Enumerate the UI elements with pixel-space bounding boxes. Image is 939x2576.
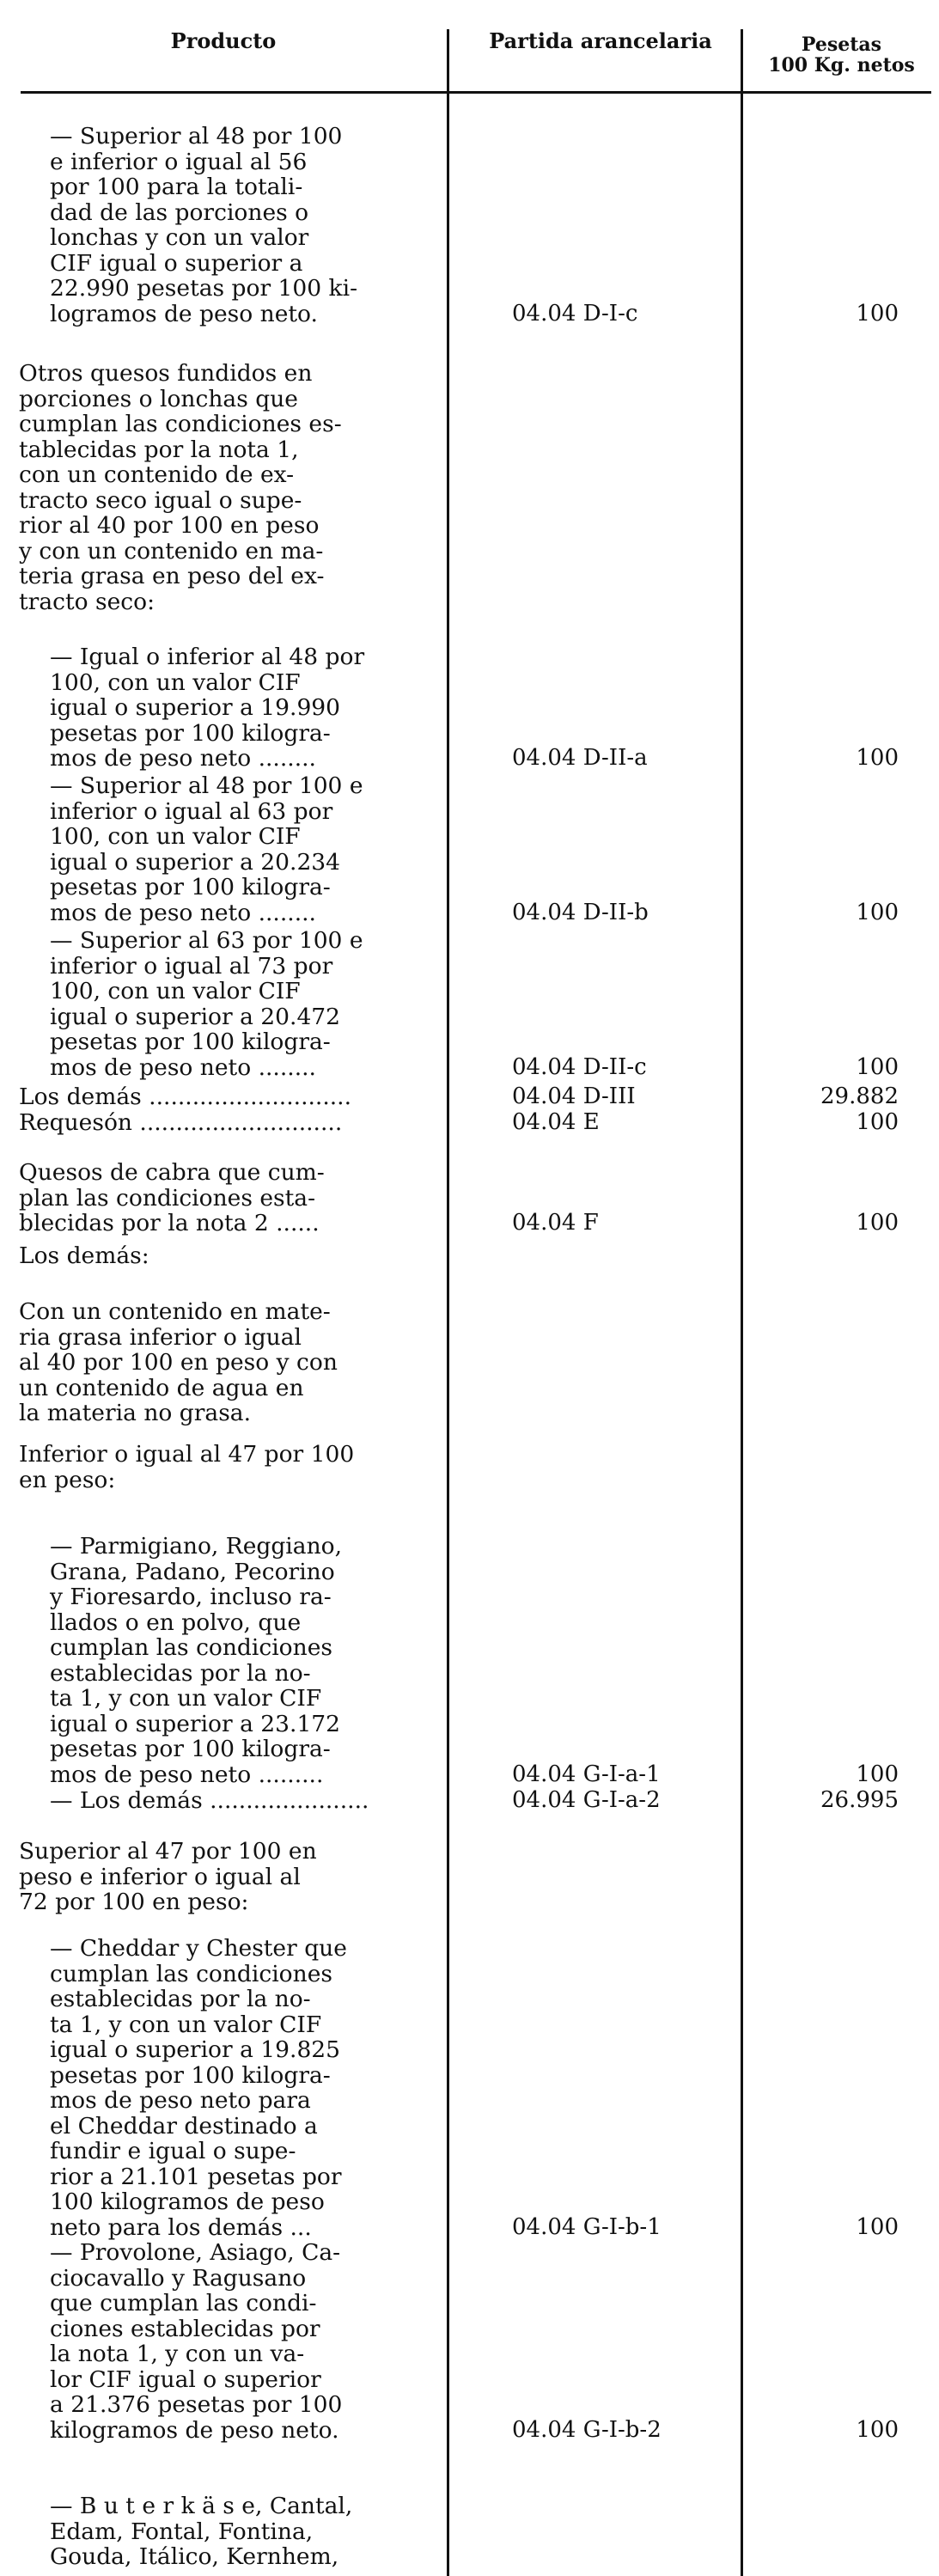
description-line: igual o superior a 20.234 [50, 848, 341, 876]
tariff-code: 04.04 D-I-c [512, 300, 638, 327]
description-line: Superior al 47 por 100 en [19, 1838, 317, 1865]
description-line: la materia no grasa. [19, 1400, 252, 1426]
description-line: pesetas por 100 kilogra- [50, 874, 331, 900]
description-line: — Superior al 48 por 100 [50, 123, 343, 150]
description-line: teria grasa en peso del ex- [19, 563, 325, 589]
description-line: — Los demás ...................... [50, 1787, 369, 1814]
description-line: Inferior o igual al 47 por 100 [19, 1441, 355, 1468]
rate-value: 100 [856, 2213, 899, 2240]
description-line: Gouda, Itálico, Kernhem, [50, 2543, 339, 2570]
tariff-code: 04.04 D-II-c [512, 1053, 647, 1080]
description-line: establecidas por la no- [50, 1986, 311, 2012]
description-line: plan las condiciones esta- [19, 1184, 316, 1212]
description-line: Los demás ............................ [19, 1084, 352, 1110]
row-description [50, 773, 431, 925]
row-description [19, 1299, 431, 1426]
rate-value: 100 [856, 1053, 899, 1080]
description-line: mos de peso neto ........ [50, 745, 316, 772]
header-pesetas [744, 34, 939, 76]
description-line: peso e inferior o igual al [19, 1863, 301, 1890]
description-line: y Fioresardo, incluso ra- [50, 1584, 332, 1610]
description-line: ta 1, y con un valor CIF [50, 2011, 322, 2038]
description-line: mos de peso neto ........ [50, 899, 316, 926]
description-line: igual o superior a 20.472 [50, 1003, 341, 1030]
description-line: Quesos de cabra que cum- [19, 1159, 325, 1186]
row-description [50, 124, 431, 327]
column-divider-1 [447, 29, 449, 2576]
description-line: — Cheddar y Chester que [50, 1935, 347, 1962]
description-line: llados o en polvo, que [50, 1608, 302, 1636]
description-line: un contenido de agua en [19, 1374, 304, 1401]
description-line: inferior o igual al 73 por [50, 952, 333, 980]
description-line: cumplan las condiciones es- [19, 411, 342, 437]
description-line: pesetas por 100 kilogra- [50, 719, 331, 747]
header-pesetas-line1: Pesetas [801, 34, 882, 56]
description-line: — Superior al 48 por 100 e [50, 772, 363, 799]
description-line: igual o superior a 23.172 [50, 1710, 341, 1737]
description-line: 100, con un valor CIF [50, 668, 301, 696]
description-line: fundir e igual o supe- [50, 2138, 296, 2164]
row-description [50, 2240, 431, 2443]
description-line: — Igual o inferior al 48 por [50, 644, 365, 670]
row-description [19, 1243, 431, 1269]
description-line: dad de las porciones o [50, 198, 309, 226]
description-line: blecidas por la nota 2 ...... [19, 1210, 320, 1236]
description-line: pesetas por 100 kilogra- [50, 1029, 331, 1055]
row-description [50, 1936, 431, 2240]
description-line: cumplan las condiciones [50, 1960, 332, 1987]
description-line: ta 1, y con un valor CIF [50, 1685, 322, 1712]
description-line: pesetas por 100 kilogra- [50, 1736, 331, 1762]
description-line: el Cheddar destinado a [50, 2112, 318, 2140]
description-line: rior al 40 por 100 en peso [19, 512, 320, 539]
description-line: lonchas y con un valor [50, 224, 309, 251]
description-line: mos de peso neto ......... [50, 1761, 324, 1788]
rate-value: 100 [856, 1210, 899, 1236]
row-description [50, 644, 431, 772]
tariff-code: 04.04 E [512, 1109, 600, 1135]
tariff-code: 04.04 G-I-a-1 [512, 1761, 661, 1787]
description-line: CIF igual o superior a [50, 249, 303, 277]
description-line: mos de peso neto para [50, 2087, 311, 2114]
description-line: rior a 21.101 pesetas por [50, 2163, 342, 2190]
description-line: al 40 por 100 en peso y con [19, 1349, 338, 1376]
description-line: — Parmigiano, Reggiano, [50, 1533, 343, 1560]
row-description [19, 1084, 431, 1110]
row-description [50, 1788, 431, 1814]
description-line: Grana, Padano, Pecorino [50, 1558, 335, 1585]
description-line: establecidas por la no- [50, 1659, 311, 1687]
rate-value: 100 [856, 1761, 899, 1787]
rate-value: 100 [856, 300, 899, 327]
rate-value: 26.995 [820, 1787, 899, 1813]
header-producto: Producto [170, 28, 277, 53]
description-line: e inferior o igual al 56 [50, 148, 308, 175]
rate-value: 100 [856, 2416, 899, 2443]
row-description [19, 1160, 431, 1236]
rate-value: 29.882 [820, 1084, 899, 1109]
row-description [19, 361, 431, 614]
tariff-code: 04.04 G-I-b-1 [512, 2213, 662, 2240]
rate-value: 100 [856, 899, 899, 925]
rate-value: 100 [856, 745, 899, 771]
description-line: 100 kilogramos de peso [50, 2188, 325, 2215]
description-line: ciones establecidas por [50, 2315, 320, 2342]
description-line: por 100 para la totali- [50, 174, 303, 200]
description-line: tracto seco: [19, 588, 155, 615]
column-divider-2 [741, 29, 743, 2576]
description-line: que cumplan las condi- [50, 2290, 317, 2317]
description-line: ria grasa inferior o igual [19, 1323, 302, 1351]
description-line: cumplan las condiciones [50, 1634, 332, 1661]
description-line: en peso: [19, 1466, 116, 1493]
description-line: mos de peso neto ........ [50, 1053, 316, 1081]
row-description [50, 928, 431, 1080]
tariff-code: 04.04 G-I-a-2 [512, 1787, 661, 1813]
description-line: porciones o lonchas que [19, 385, 298, 412]
description-line: y con un contenido en ma- [19, 537, 324, 565]
description-line: igual o superior a 19.990 [50, 694, 341, 721]
description-line: a 21.376 pesetas por 100 [50, 2391, 343, 2418]
description-line: inferior o igual al 63 por [50, 797, 333, 825]
description-line: la nota 1, y con un va- [50, 2341, 305, 2367]
row-description [50, 2494, 431, 2570]
description-line: igual o superior a 19.825 [50, 2036, 341, 2063]
description-line: tablecidas por la nota 1, [19, 436, 299, 463]
description-line: kilogramos de peso neto. [50, 2416, 339, 2444]
description-line: 100, con un valor CIF [50, 978, 301, 1004]
table-header [0, 0, 939, 96]
tariff-code: 04.04 G-I-b-2 [512, 2416, 662, 2443]
description-line: Los demás: [19, 1242, 149, 1269]
description-line: 22.990 pesetas por 100 ki- [50, 275, 358, 302]
tariff-code: 04.04 D-II-a [512, 745, 648, 771]
row-description [19, 1442, 431, 1492]
description-line: pesetas por 100 kilogra- [50, 2061, 331, 2089]
description-line: Otros quesos fundidos en [19, 360, 313, 387]
row-description [19, 1110, 431, 1136]
row-description [19, 1839, 431, 1915]
rate-value: 100 [856, 1109, 899, 1135]
description-line: Con un contenido en mate- [19, 1298, 331, 1325]
description-line: — Provolone, Asiago, Ca- [50, 2239, 341, 2266]
header-partida: Partida arancelaria [489, 28, 712, 53]
description-line: neto para los demás ... [50, 2213, 312, 2241]
description-line: Edam, Fontal, Fontina, [50, 2518, 314, 2545]
header-rule [21, 91, 931, 94]
tariff-code: 04.04 D-III [512, 1084, 636, 1109]
description-line: 100, con un valor CIF [50, 823, 301, 850]
tariff-code: 04.04 D-II-b [512, 899, 649, 925]
description-line: — Superior al 63 por 100 e [50, 927, 363, 954]
description-line: logramos de peso neto. [50, 300, 318, 327]
description-line: tracto seco igual o supe- [19, 486, 302, 514]
description-line: lor CIF igual o superior [50, 2365, 321, 2393]
tariff-code: 04.04 F [512, 1210, 599, 1236]
description-line: Requesón ............................ [19, 1109, 343, 1136]
description-line: — B u t e r k ä s e, Cantal, [50, 2493, 353, 2519]
description-line: 72 por 100 en peso: [19, 1889, 249, 1915]
header-pesetas-line2: 100 Kg. netos [768, 54, 915, 76]
description-line: con un contenido de ex- [19, 461, 295, 488]
description-line: ciocavallo y Ragusano [50, 2264, 307, 2292]
row-description [50, 1534, 431, 1787]
